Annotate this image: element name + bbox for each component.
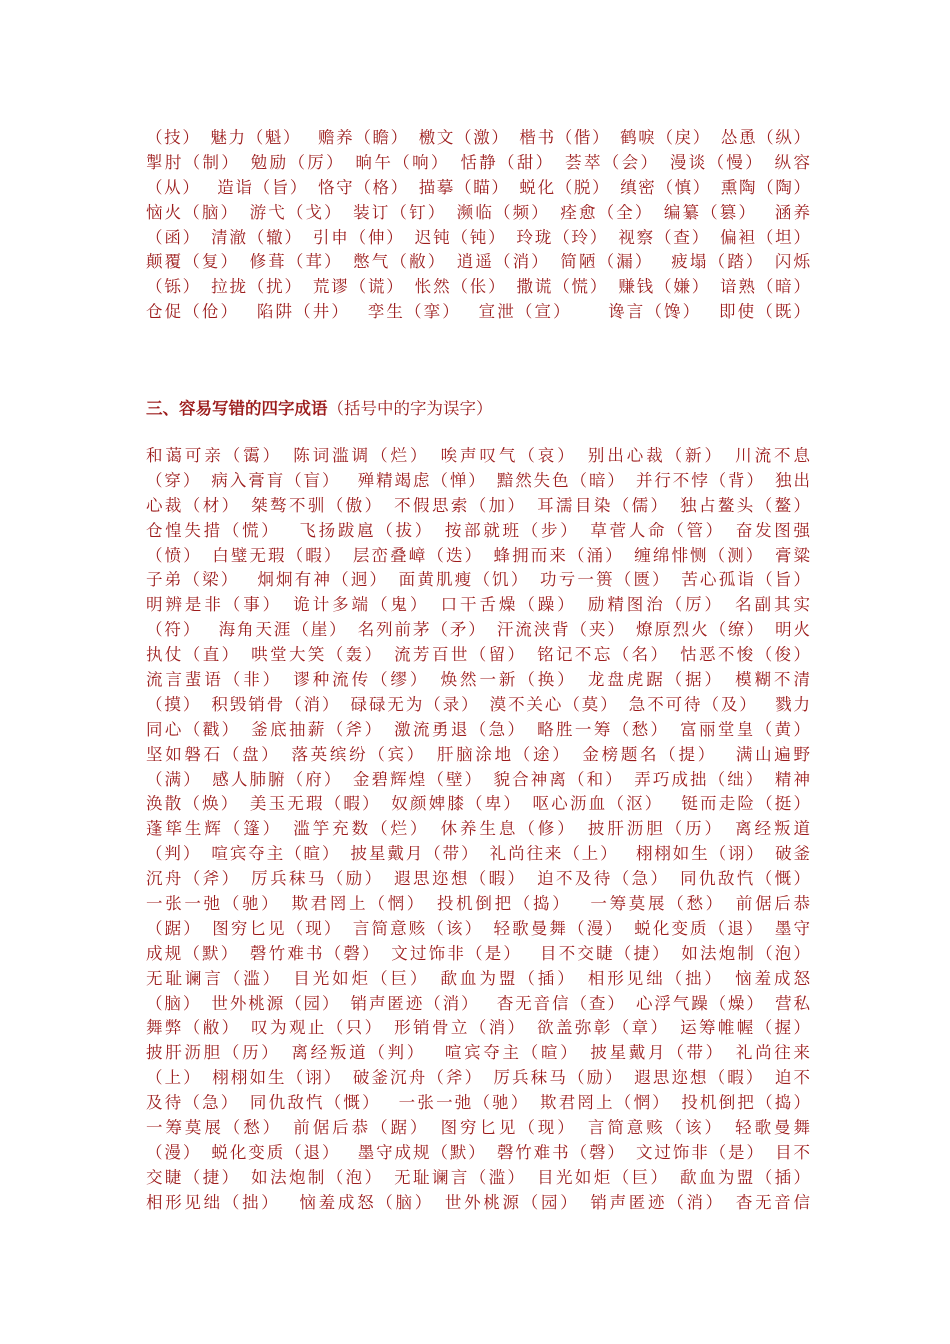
text-line: （漫） 蜕化变质（退） 墨守成规（默） 磬竹难书（磬） 文过饰非（是） 目不 [146,1142,810,1162]
text-line: （愤） 白璧无瑕（暇） 层峦叠嶂（迭） 蜂拥而来（涌） 缠绵悱恻（测） 膏粱 [146,545,810,565]
text-line: 仓促（伧） 陷阱（井） 孪生（挛） 宣泄（宣） 谗言（馋） 即使（既） [146,302,810,322]
text-line: 流言蜚语（非） 谬种流传（缪） 焕然一新（换） 龙盘虎踞（据） 模糊不清 [146,670,810,690]
text-line: 沉舟（斧） 厉兵秣马（励） 遐思迩想（暇） 迫不及待（急） 同仇敌忾（慨） [146,869,810,889]
section-three-idiom-list [146,444,810,1216]
text-line: （脑） 世外桃源（园） 销声匿迹（消） 杳无音信（查） 心浮气躁（燥） 营私 [146,993,810,1013]
text-line: 心裁（材） 桀骜不驯（傲） 不假思索（加） 耳濡目染（儒） 独占鳌头（鳌） [146,495,810,515]
text-line: 明辨是非（事） 诡计多端（鬼） 口干舌燥（躁） 励精图治（厉） 名副其实 [146,595,810,615]
text-line: 舞弊（敝） 叹为观止（只） 形销骨立（消） 欲盖弥彰（章） 运筹帷幄（握） [146,1018,810,1038]
section-heading-note: （括号中的字为误字） [327,399,493,418]
text-line: （踞） 图穷匕见（现） 言简意赅（该） 轻歌曼舞（漫） 蜕化变质（退） 墨守 [146,918,810,938]
text-line: 披肝沥胆（历） 离经叛道（判） 喧宾夺主（暄） 披星戴月（带） 礼尚往来 [146,1043,810,1063]
text-line: （技） 魅力（魁） 赡养（瞻） 檄文（激） 楷书（偕） 鹤唳（戾） 怂恿（纵） [146,128,810,147]
text-line: （穿） 病入膏肓（盲） 殚精竭虑（惮） 黯然失色（暗） 并行不悖（背） 独出 [146,470,810,490]
text-line: （铄） 拉拢（扰） 荒谬（谎） 怅然（伥） 撒谎（慌） 赚钱（嫌） 谙熟（暗） [146,277,810,297]
text-line: （判） 喧宾夺主（暄） 披星戴月（带） 礼尚往来（上） 栩栩如生（诩） 破釜 [146,844,810,864]
text-line: （符） 海角天涯（崖） 名列前茅（矛） 汗流浃背（夹） 燎原烈火（缭） 明火 [146,620,810,640]
text-line: 颠覆（复） 修葺（茸） 憋气（敝） 逍遥（消） 简陋（漏） 疲塌（踏） 闪烁 [146,252,810,272]
text-line: 交睫（捷） 如法炮制（泡） 无耻谰言（滥） 目光如炬（巨） 歃血为盟（插） [146,1167,810,1187]
section-heading-title: 三、容易写错的四字成语 [146,399,328,418]
text-line: 及待（急） 同仇敌忾（慨） 一张一弛（驰） 欺君罔上（惘） 投机倒把（捣） [146,1093,810,1113]
text-line: 坚如磐石（盘） 落英缤纷（宾） 肝脑涂地（途） 金榜题名（提） 满山遍野 [146,744,810,764]
text-line: 执仗（直） 哄堂大笑（轰） 流芳百世（留） 铭记不忘（名） 怙恶不悛（俊） [146,645,810,665]
text-line: 一张一弛（驰） 欺君罔上（惘） 投机倒把（捣） 一筹莫展（愁） 前倨后恭 [146,894,810,914]
text-line: 成规（默） 磬竹难书（磬） 文过饰非（是） 目不交睫（捷） 如法炮制（泡） [146,943,810,963]
text-line: （满） 感人肺腑（府） 金碧辉煌（壁） 貌合神离（和） 弄巧成拙（绌） 精神 [146,769,810,789]
text-line: 一筹莫展（愁） 前倨后恭（踞） 图穷匕见（现） 言简意赅（该） 轻歌曼舞 [146,1118,810,1138]
text-line: 涣散（焕） 美玉无瑕（暇） 奴颜婢膝（卑） 呕心沥血（沤） 铤而走险（挺） [146,794,810,814]
text-line: 和蔼可亲（霭） 陈词滥调（烂） 唉声叹气（哀） 别出心裁（新） 川流不息 [146,446,810,465]
text-line: （函） 清澈（辙） 引申（伸） 迟钝（钝） 玲珑（玲） 视察（查） 偏袒（坦） [146,227,810,247]
text-line: （上） 栩栩如生（诩） 破釜沉舟（斧） 厉兵秣马（励） 遐思迩想（暇） 迫不 [146,1068,810,1088]
section-two-word-list [146,126,810,325]
text-line: （从） 造诣（旨） 恪守（格） 描摹（瞄） 蜕化（脱） 缜密（慎） 熏陶（陶） [146,177,810,197]
text-line: （摸） 积毁销骨（消） 碌碌无为（录） 漠不关心（莫） 急不可待（及） 戮力 [146,694,810,714]
text-line: 掣肘（制） 勉励（厉） 晌午（响） 恬静（甜） 荟萃（会） 漫谈（慢） 纵容 [146,152,810,172]
text-line: 恼火（脑） 游弋（戈） 装订（钉） 濒临（频） 痊愈（全） 编纂（篡） 涵养 [146,202,810,222]
text-line: 无耻谰言（滥） 目光如炬（巨） 歃血为盟（插） 相形见绌（拙） 恼羞成怒 [146,968,810,988]
text-line: 蓬筚生辉（篷） 滥竽充数（烂） 休养生息（修） 披肝沥胆（历） 离经叛道 [146,819,810,839]
section-three-heading [146,396,493,422]
text-line: 仓惶失措（慌） 飞扬跋扈（拔） 按部就班（步） 草菅人命（管） 奋发图强 [146,520,810,540]
text-line: 同心（戳） 釜底抽薪（斧） 激流勇退（急） 略胜一筹（愁） 富丽堂皇（黄） [146,719,810,739]
text-line: 子弟（梁） 炯炯有神（迥） 面黄肌瘦（饥） 功亏一篑（匮） 苦心孤诣（旨） [146,570,810,590]
text-line: 相形见绌（拙） 恼羞成怒（脑） 世外桃源（园） 销声匿迹（消） 杳无音信 [146,1192,810,1212]
